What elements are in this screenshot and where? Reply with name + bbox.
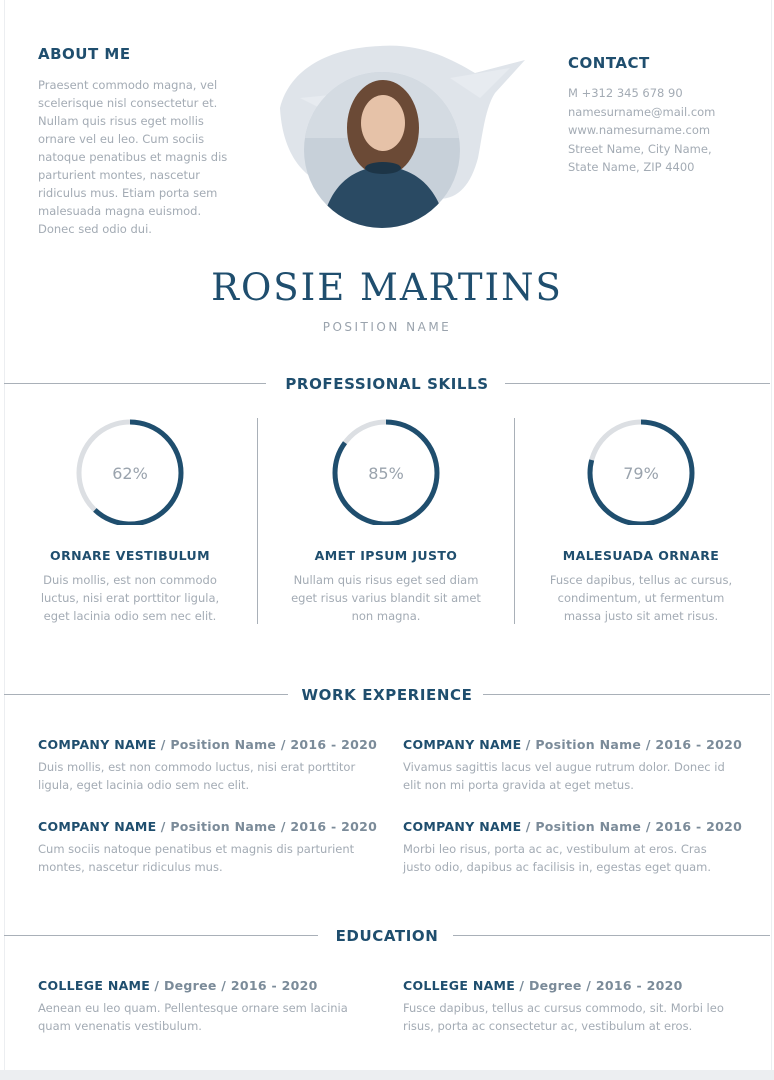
education-description: Fusce dapibus, tellus ac cursus commodo, sit. Morbi leo risus, porta ac consectetur ac, vestibulum at eros. [403,1001,724,1033]
skills-column-divider [514,418,515,624]
education-description: Aenean eu leo quam. Pellentesque ornare sem lacinia quam venenatis vestibulum. [38,1001,348,1033]
skills-column-divider [257,418,258,624]
company-name: COMPANY NAME [38,737,157,752]
education-section-title: EDUCATION [335,927,439,945]
contact-state: State Name, ZIP 4400 [568,160,695,174]
job-description: Duis mollis, est non commodo luctus, nisi erat porttitor ligula, eget lacinia odio sem nec elit. [38,760,356,792]
skill-progress-ring [331,415,441,525]
page-bottom-edge [0,1070,774,1080]
skill-progress-ring [75,415,185,525]
work-entry [403,737,743,794]
skills-section-title: PROFESSIONAL SKILLS [285,375,489,393]
education-entry [403,978,733,1035]
skill-percent: 85% [368,464,404,483]
job-description: Vivamus sagittis lacus vel augue rutrum dolor. Donec id elit non mi porta gravida at eget metus. [403,760,725,792]
contact-email[interactable]: namesurname@mail.com [568,104,716,119]
degree-detail: / Degree / 2016 - 2020 [519,978,683,993]
profile-photo [270,38,530,238]
degree-detail: / Degree / 2016 - 2020 [154,978,318,993]
about-title: ABOUT ME [38,45,131,63]
contact-title: CONTACT [568,54,650,72]
work-entry [38,819,378,876]
college-name: COLLEGE NAME [403,978,516,993]
skill-card [261,415,511,625]
company-name: COMPANY NAME [403,819,522,834]
contact-website[interactable]: www.namesurname.com [568,123,711,137]
skill-text: Nullam quis risus eget sed diam eget risus varius blandit sit amet non magna. [291,573,481,623]
job-description: Cum sociis natoque penatibus et magnis dis parturient montes, nascetur ridiculus mus. [38,842,355,874]
skill-card [5,415,255,625]
contact-street: Street Name, City Name, [568,141,712,156]
work-section-title: WORK EXPERIENCE [301,686,473,704]
work-entry [38,737,378,794]
skill-progress-ring [586,415,696,525]
skill-title: MALESUADA ORNARE [562,548,720,563]
contact-list [568,84,715,177]
job-detail: / Position Name / 2016 - 2020 [525,737,743,752]
skill-percent: 79% [623,464,659,483]
college-name: COLLEGE NAME [38,978,151,993]
skill-title: ORNARE VESTIBULUM [50,548,210,563]
skill-title: AMET IPSUM JUSTO [314,548,458,563]
job-detail: / Position Name / 2016 - 2020 [160,737,378,752]
work-entry [403,819,743,876]
skill-text: Fusce dapibus, tellus ac cursus, condimentum, ut fermentum massa justo sit amet risus. [549,573,733,623]
skill-percent: 62% [112,464,148,483]
education-entry [38,978,368,1035]
about-text: Praesent commodo magna, vel scelerisque nisl consectetur et. Nullam quis risus eget mollis ornare vel eu leo. Cum sociis natoque penatibus et magnis dis parturient montes, nascetur ridiculus mus. Etiam porta sem malesuada magna euismod. Donec sed odio dui. [38,78,228,236]
skill-text: Duis mollis, est non commodo luctus, nisi erat porttitor ligula, eget lacinia odio sem nec elit. [40,573,220,623]
job-description: Morbi leo risus, porta ac ac, vestibulum at eros. Cras justo odio, dapibus ac facilisis in, egestas eget quam. [403,842,712,874]
job-detail: / Position Name / 2016 - 2020 [525,819,743,834]
company-name: COMPANY NAME [38,819,157,834]
person-name: ROSIE MARTINS [211,266,563,309]
job-detail: / Position Name / 2016 - 2020 [160,819,378,834]
position-title: POSITION NAME [322,320,452,334]
contact-phone: M +312 345 678 90 [568,86,683,100]
skill-card [516,415,766,625]
company-name: COMPANY NAME [403,737,522,752]
